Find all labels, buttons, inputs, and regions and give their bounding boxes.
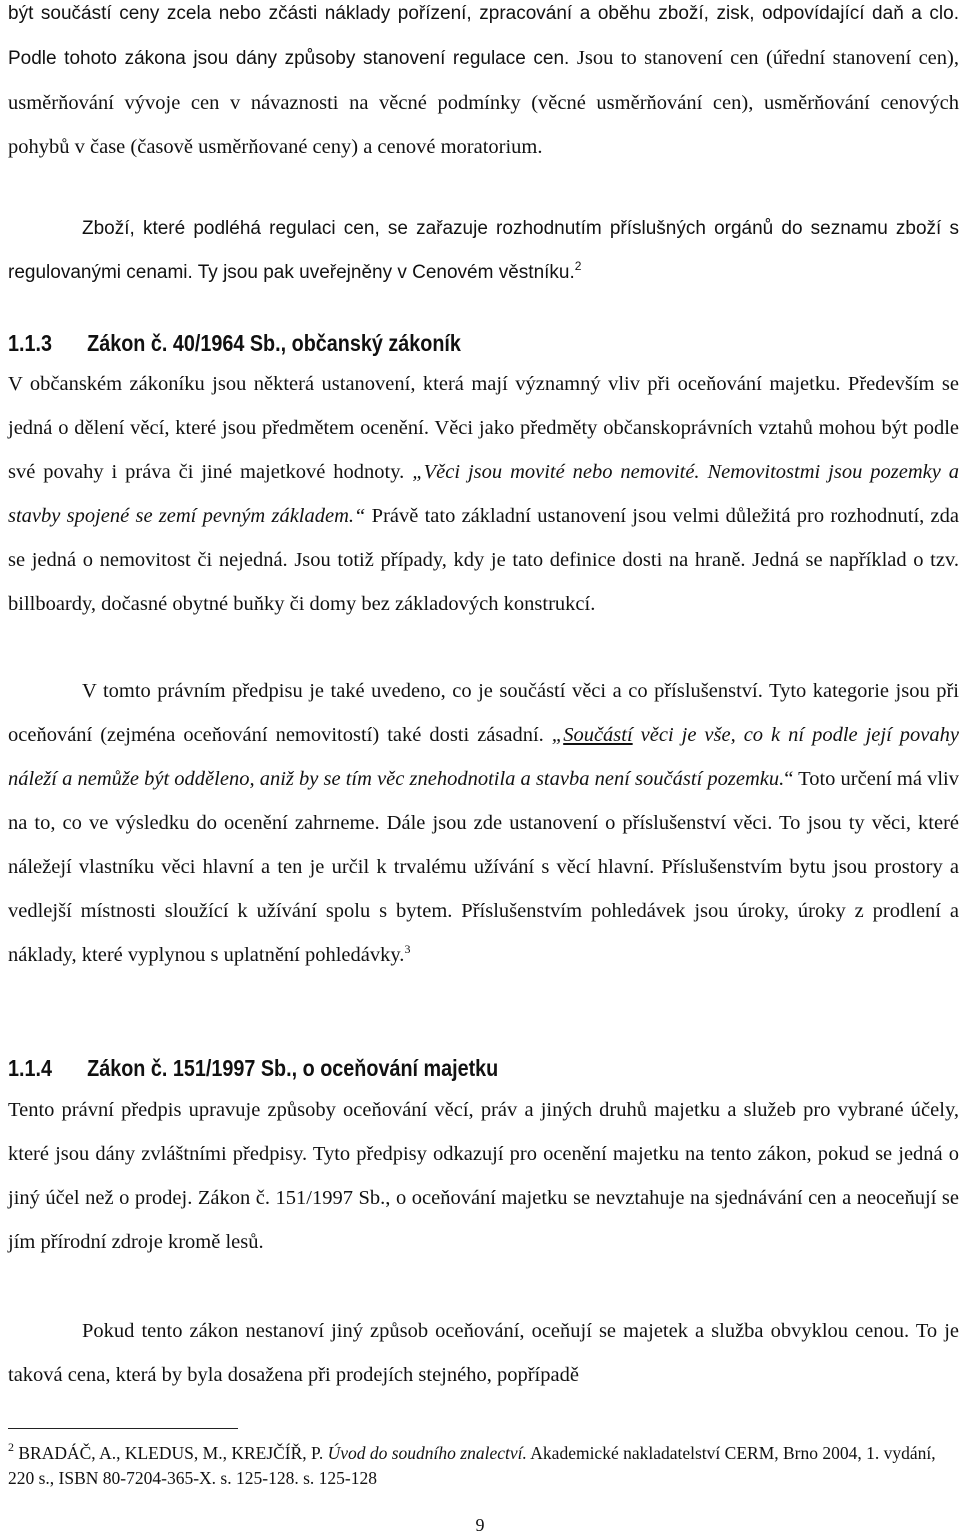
footnote [8,1441,959,1491]
paragraph-quote: „Věci jsou movité nebo nemovité. Nemovitostmi jsou pozemky a stavby spojené se zemí pevným základem.“ [8,461,959,527]
section-heading-civil-code [8,328,826,358]
paragraph-text: Právě tato základní ustanovení jsou velmi důležitá pro rozhodnutí, zda se jedná o nemovitost či nejedná. Jsou totiž případy, kdy je tato definice dosti na hraně. Jedná se například o tzv. billboardy, dočasné obytné buňky či domy bez základových konstrukcí. [8,505,959,615]
paragraph-text: Zboží, které podléhá regulaci cen, se zařazuje rozhodnutím příslušných orgánů do seznamu zboží s regulovanými cenami. Ty jsou pak uveřejněny v Cenovém věstníku. [8,218,959,283]
section-number: 1.1.3 [8,330,52,356]
footnote-reference: 2 [574,259,582,273]
quote-close: “ [784,768,794,790]
paragraph-usual-price [8,1309,959,1397]
paragraph-components-accessories [8,669,959,977]
footnote-authors: BRADÁČ, A., KLEDUS, M., KREJČÍŘ, P. [14,1443,328,1463]
paragraph-valuation-act [8,1088,959,1264]
paragraph-civil-code [8,362,959,626]
footnote-divider [8,1428,238,1429]
footnote-reference: 3 [404,942,411,956]
paragraph-text: Toto určení má vliv na to, co ve výsledku do ocenění zahrneme. Dále jsou zde ustanovení o příslušenství věci. To jsou ty věci, které náležejí vlastníku věci hlavní a ten je určil k trvalému užívání s věcí hlavní. Příslušenstvím bytu jsou prostory a vedlejší místnosti sloužící k užívání spolu s bytem. Příslušenstvím pohledávek jsou úroky, úroky z prodlení a náklady, které vyplynou s uplatnění pohledávky. [8,768,959,966]
page-number: 9 [475,1515,485,1535]
section-title: Zákon č. 40/1964 Sb., občanský zákoník [87,330,461,356]
paragraph-sans-part: být součástí ceny zcela nebo zčásti náklady pořízení, zpracování a oběhu zboží, zisk, odpovídající daň a clo. Podle tohoto zákona jsou dány způsoby stanovení regulace cen. [8,3,959,69]
footnote-book-title: Úvod do soudního znalectví. [327,1443,527,1463]
paragraph-text: V tomto právním předpisu je také uvedeno, co je součástí věci a co příslušenství. Tyto kategorie jsou při oceňování (zejména oceňování nemovitostí) také dosti zásadní. [8,680,959,746]
footnote-number: 2 [8,1440,14,1454]
footnote-details: Akademické nakladatelství CERM, Brno 2004, 1. vydání, 220 s., ISBN 80-7204-365-X. s. 125-128. s. 125-128 [8,1443,936,1488]
section-title: Zákon č. 151/1997 Sb., o oceňování majetku [87,1055,499,1081]
section-number: 1.1.4 [8,1055,52,1081]
paragraph-serif-part: Jsou to stanovení cen (úřední stanovení cen), usměrňování vývoje cen v návaznosti na věcné podmínky (věcné usměrňování cen), usměrňování cenových pohybů v čase (časově usměrňované ceny) a cenové moratorium. [8,47,959,158]
paragraph-text: V občanském zákoníku jsou některá ustanovení, která mají významný vliv při oceňování majetku. Především se jedná o dělení věcí, které jsou předmětem ocenění. Věci jako předměty občanskoprávních vztahů mohou být podle své povahy i práva či jiné majetkové hodnoty. [8,373,959,483]
paragraph-regulated-goods [8,207,959,295]
paragraph-text: Pokud tento zákon nestanoví jiný způsob oceňování, oceňují se majetek a služba obvyklou cenou. To je taková cena, která by byla dosažena při prodejích stejného, popřípadě [8,1320,959,1386]
quote-open: „ [551,724,564,746]
quote-underlined: Součástí [563,724,633,746]
paragraph-quote: věci je vše, co k ní podle její povahy náleží a nemůže být odděleno, aniž by se tím věc znehodnotila a stavba není součástí pozemku. [8,724,959,790]
paragraph-text: Tento právní předpis upravuje způsoby oceňování věcí, práv a jiných druhů majetku a služeb pro vybrané účely, které jsou dány zvláštními předpisy. Tyto předpisy odkazují pro ocenění majetku na tento zákon, pokud se jedná o jiný účel než o prodej. Zákon č. 151/1997 Sb., o oceňování majetku se nevztahuje na sjednávání cen a neoceňují se jím přírodní zdroje kromě lesů. [8,1099,959,1253]
section-heading-valuation-act [8,1053,826,1083]
paragraph-price-regulation [8,0,959,169]
